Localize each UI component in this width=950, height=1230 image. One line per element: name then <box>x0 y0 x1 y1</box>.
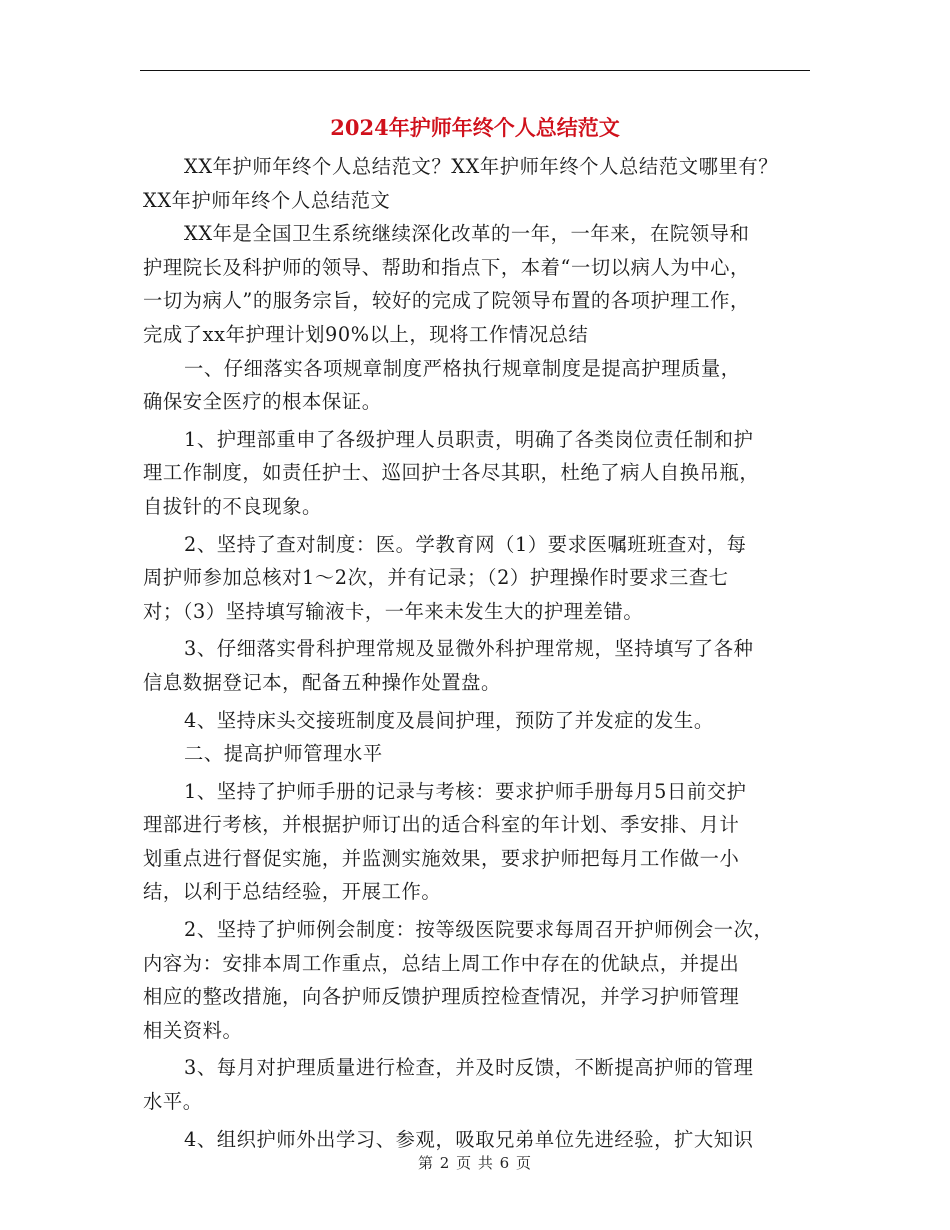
text-line: 水平。 <box>143 1090 203 1114</box>
text-line: 2、坚持了护师例会制度：按等级医院要求每周召开护师例会一次， <box>184 918 774 942</box>
text-line: 内容为：安排本周工作重点，总结上周工作中存在的优缺点，并提出 <box>143 951 740 975</box>
text-line: 相关资料。 <box>143 1018 243 1042</box>
text-line: 4、坚持床头交接班制度及晨间护理，预防了并发症的发生。 <box>184 708 714 732</box>
text-line: 信息数据登记本，配备五种操作处置盘。 <box>143 670 501 694</box>
text-line: 3、仔细落实骨科护理常规及显微外科护理常规，坚持填写了各种 <box>184 637 754 661</box>
text-line: 理工作制度，如责任护士、巡回护士各尽其职，杜绝了病人自换吊瓶， <box>143 461 760 485</box>
text-line: 3、每月对护理质量进行检查，并及时反馈，不断提高护师的管理 <box>184 1056 754 1080</box>
text-line: 4、组织护师外出学习、参观，吸取兄弟单位先进经验，扩大知识 <box>184 1127 754 1151</box>
text-line: 自拔针的不良现象。 <box>143 494 322 518</box>
text-line: 理部进行考核，并根据护师订出的适合科室的年计划、季安排、月计 <box>143 813 740 837</box>
text-line: 相应的整改措施，向各护师反馈护理质控检查情况，并学习护师管理 <box>143 985 740 1009</box>
header-rule <box>140 70 810 71</box>
text-line: 一、仔细落实各项规章制度严格执行规章制度是提高护理质量， <box>184 356 741 380</box>
text-line: XX年护师年终个人总结范文 <box>143 188 391 212</box>
text-line: 二、提高护师管理水平 <box>184 742 383 766</box>
text-line: 1、护理部重申了各级护理人员职责，明确了各类岗位责任制和护 <box>184 427 754 451</box>
page-number: 第 2 页 共 6 页 <box>418 1154 532 1172</box>
document-title: 2024年护师年终个人总结范文 <box>330 115 620 140</box>
text-line: 结，以利于总结经验，开展工作。 <box>143 880 442 904</box>
text-line: 1、坚持了护师手册的记录与考核：要求护师手册每月5日前交护 <box>184 779 747 803</box>
text-line: 一切为病人”的服务宗旨，较好的完成了院领导布置的各项护理工作， <box>143 289 750 313</box>
text-line: 周护师参加总核对1～2次，并有记录；（2）护理操作时要求三查七 <box>143 566 729 590</box>
text-line: 确保安全医疗的根本保证。 <box>143 390 382 414</box>
document-body <box>143 150 811 1156</box>
text-line: 护理院长及科护师的领导、帮助和指点下，本着“一切以病人为中心， <box>143 255 750 279</box>
text-line: XX年护师年终个人总结范文？XX年护师年终个人总结范文哪里有？ <box>184 155 779 178</box>
text-line: 2、坚持了查对制度：医。学教育网（1）要求医嘱班班查对，每 <box>184 532 747 556</box>
text-line: 对；（3）坚持填写输液卡，一年来未发生大的护理差错。 <box>143 599 644 623</box>
text-line: 完成了xx年护理计划90%以上，现将工作情况总结 <box>143 322 589 346</box>
text-line: 划重点进行督促实施，并监测实施效果，要求护师把每月工作做一小 <box>143 846 740 870</box>
text-line: XX年是全国卫生系统继续深化改革的一年，一年来，在院领导和 <box>184 222 750 246</box>
